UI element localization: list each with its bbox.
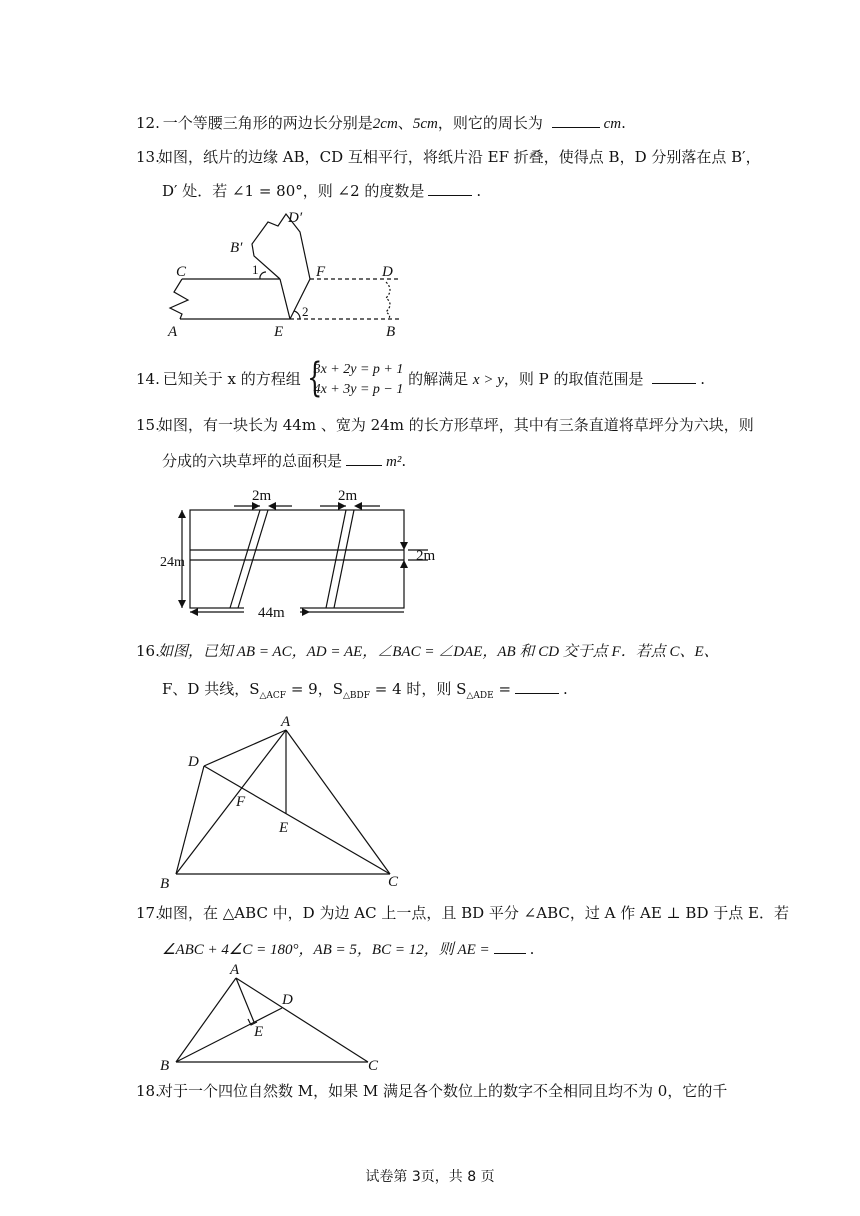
label-F: F <box>236 794 246 810</box>
label-A: A <box>281 714 291 730</box>
question-17-line2: ∠ABC + 4∠C = 180°，AB = 5，BC = 12，则 AE = . <box>162 940 535 958</box>
label-E: E <box>274 324 284 340</box>
answer-blank[interactable] <box>652 368 696 384</box>
figure-q15-lawn <box>160 484 450 624</box>
page-footer: 试卷第 3页，共 8 页 <box>365 1169 495 1185</box>
label-E: E <box>279 820 289 836</box>
label-D: D <box>382 264 393 280</box>
label-C: C <box>368 1058 379 1074</box>
figure-q17-triangle <box>156 960 396 1074</box>
label-F: F <box>316 264 326 280</box>
label-B: B <box>386 324 396 340</box>
question-number: 12. <box>136 114 160 132</box>
answer-blank[interactable] <box>552 112 600 128</box>
width-label-road-3: 2m <box>416 548 436 564</box>
length-label: 44m <box>258 605 285 621</box>
question-15: 15.如图，有一块长为 44m 、宽为 24m 的长方形草坪，其中有三条直道将草坪分为六块，则 <box>136 416 754 434</box>
label-B-prime: B′ <box>230 240 243 256</box>
label-A: A <box>168 324 178 340</box>
question-16-line2: F、D 共线，$S_{\triangle ACF} = 9$，$S_{\triangle BDF} = 4$ 时，则 $S_{\triangle ADE}$ = . <box>162 680 568 701</box>
answer-blank[interactable] <box>494 938 526 954</box>
width-label-road-1: 2m <box>252 488 272 504</box>
angle-2-label: 2 <box>302 304 309 319</box>
question-13-line2: D′ 处．若 ∠1 = 80°，则 ∠2 的度数是 . <box>162 182 482 200</box>
answer-blank[interactable] <box>346 450 382 466</box>
label-B: B <box>160 1058 170 1074</box>
answer-blank[interactable] <box>428 180 472 196</box>
angle-1-label: 1 <box>252 262 259 277</box>
question-15-line2: 分成的六块草坪的总面积是 m². <box>162 452 407 470</box>
width-label-road-2: 2m <box>338 488 358 504</box>
figure-q13-fold <box>160 204 420 344</box>
label-D-prime: D′ <box>288 210 303 226</box>
question-14: 14. 已知关于 x 的方程组 { 3x + 2y = p + 1 4x + 3y = p − 1 的解满足 x > y，则 P 的取值范围是 . <box>136 360 705 400</box>
question-13: 13.如图，纸片的边缘 AB，CD 互相平行，将纸片沿 EF 折叠，使得点 B，D 分别落在点 B′， <box>136 148 761 166</box>
label-A: A <box>230 962 240 978</box>
question-17: 17.如图，在 △ABC 中，D 为边 AC 上一点，且 BD 平分 ∠ABC，过 A 作 AE ⊥ BD 于点 E．若 <box>136 904 789 922</box>
question-18: 18.对于一个四位自然数 M，如果 M 满足各个数位上的数字不全相同且均不为 0，它的千 <box>136 1082 728 1100</box>
question-16: 16.如图，已知 AB = AC，AD = AE，∠BAC = ∠DAE，AB 和 CD 交于点 F．若点 C、E、 <box>136 642 719 660</box>
equation-system: { 3x + 2y = p + 1 4x + 3y = p − 1 <box>306 360 404 400</box>
figure-q16-triangles <box>156 710 416 892</box>
label-D: D <box>282 992 293 1008</box>
question-12: 12. 一个等腰三角形的两边长分别是2cm、5cm，则它的周长为 cm. <box>136 114 626 132</box>
label-C: C <box>388 874 399 890</box>
label-E: E <box>254 1024 264 1040</box>
height-label: 24m <box>160 555 185 570</box>
label-C: C <box>176 264 187 280</box>
answer-blank[interactable] <box>515 678 559 694</box>
label-B: B <box>160 876 170 892</box>
label-D: D <box>188 754 199 770</box>
